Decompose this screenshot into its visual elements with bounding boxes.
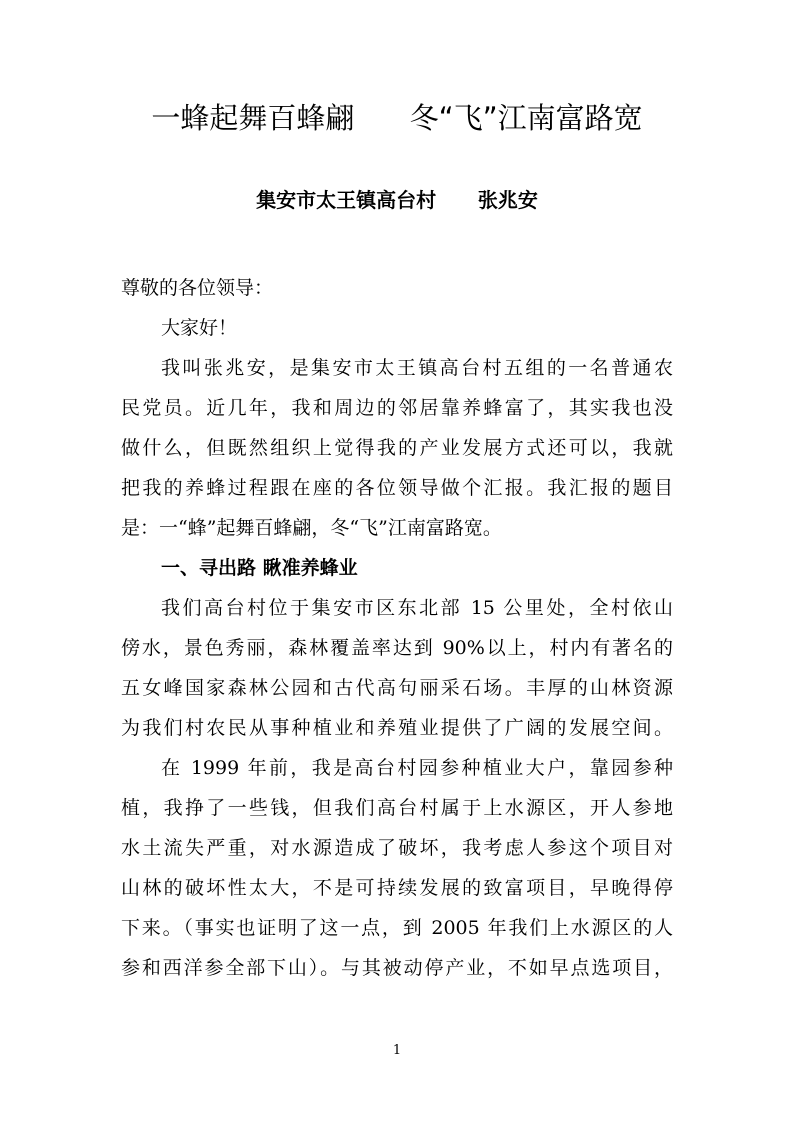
text-line: 我们高台村位于集安市区东北部 15 公里处，全村依山 bbox=[161, 597, 673, 619]
text-line: 植，我挣了一些钱，但我们高台村属于上水源区，开人参地 bbox=[121, 797, 673, 819]
page-number: 1 bbox=[392, 1043, 402, 1058]
text-line: 做什么，但既然组织上觉得我的产业发展方式还可以，我就 bbox=[121, 437, 673, 459]
author-byline: 集安市太王镇高台村 张兆安 bbox=[256, 188, 538, 212]
text-line: 是：一“蜂”起舞百蜂翩，冬“飞”江南富路宽。 bbox=[121, 517, 502, 539]
text-line: 五女峰国家森林公园和古代高句丽采石场。丰厚的山林资源 bbox=[121, 677, 673, 699]
document-title: 一蜂起舞百蜂翩 冬“飞”江南富路宽 bbox=[151, 101, 643, 135]
text-line: 水土流失严重，对水源造成了破坏，我考虑人参这个项目对 bbox=[121, 837, 673, 859]
text-line: 山林的破坏性太大，不是可持续发展的致富项目，早晚得停 bbox=[121, 877, 673, 899]
text-line: 下来。（事实也证明了这一点，到 2005 年我们上水源区的人 bbox=[121, 917, 673, 939]
section-heading: 一、寻出路 瞅准养蜂业 bbox=[161, 557, 358, 579]
text-line: 尊敬的各位领导： bbox=[121, 277, 274, 299]
text-line: 傍水，景色秀丽，森林覆盖率达到 90%以上，村内有著名的 bbox=[121, 637, 673, 659]
text-line: 把我的养蜂过程跟在座的各位领导做个汇报。我汇报的题目 bbox=[121, 477, 673, 499]
document-body bbox=[121, 268, 673, 988]
text-line: 参和西洋参全部下山）。与其被动停产业，不如早点选项目， bbox=[121, 957, 673, 979]
text-line: 我叫张兆安，是集安市太王镇高台村五组的一名普通农 bbox=[161, 357, 673, 379]
text-line: 在 1999 年前，我是高台村园参种植业大户，靠园参种 bbox=[161, 757, 673, 779]
text-line: 民党员。近几年，我和周边的邻居靠养蜂富了，其实我也没 bbox=[121, 397, 673, 419]
text-line: 大家好！ bbox=[161, 317, 238, 339]
text-line: 为我们村农民从事种植业和养殖业提供了广阔的发展空间。 bbox=[121, 717, 673, 739]
